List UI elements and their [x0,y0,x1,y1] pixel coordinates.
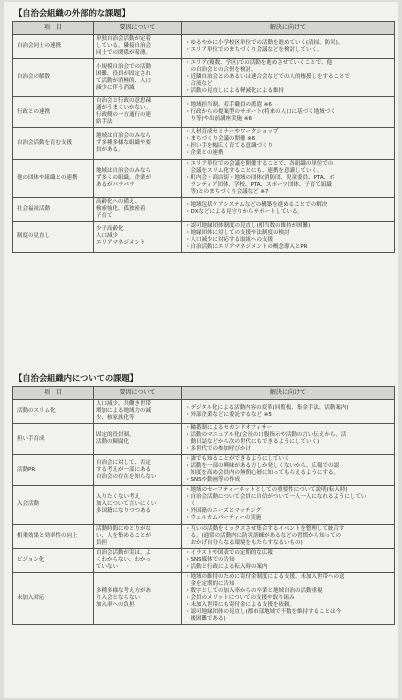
table-row [13,455,395,486]
issue-solutions [182,486,395,524]
issue-cause: 多種多様な考え方があ り入会とならない 加入率への負担 [94,572,182,624]
table-row [13,128,395,159]
solution-line: ・活動を一部の興味がある方しか発しくないから、広報での認 知度を高め会員内の無関心層に知ってもらえるようにする。 [185,463,340,477]
issue-item: 相乗効果と効率性の向上 [13,524,94,548]
solution-line: ・イラストや図表での定期的な広報 [185,549,273,556]
issue-cause: 地域は自治会のみなら ず多くの組織、企業が あるがバラバラ [94,159,182,197]
issue-cause: 単独自治会活動が定着 している。隣接自治会 同士での関係が希薄。 [94,35,182,59]
issue-cause: 自治会と行政の意思疎 通がうまくいかない。 行政側の一方通行の連 絡手法 [94,97,182,128]
table-row [13,159,395,197]
solution-line: ・エリア単位での会議を開催することで、各組織の単位での 会議をスリム化することにも、連携を意識していく。 [185,160,334,174]
issue-item: 行政との連携 [13,97,94,128]
solution-line: ・地域包括ケアシステムなどの構築を進めることでの解決 [185,202,328,209]
table-row [13,400,395,424]
table-row [13,424,395,455]
solution-line: ・地縁団体に対しての支援や法制度の検討 [185,229,290,236]
issue-solutions [182,572,395,624]
issue-item: 自治会の解散 [13,59,94,97]
issue-solutions [182,221,395,252]
solution-line: ・デジタル化による活動内容の変革(回覧板、集金手法、活動案内) [185,404,349,411]
solution-line: ・数字としての加入率からの卒業と地域自治の活動重視 [185,587,323,594]
section-title-external: 【自治会組織の外部的な課題】 [14,8,130,18]
solution-line: ・認可地縁団体制度の見直し(相当数の維持が困難) [185,222,311,229]
issue-item: 活動PR [13,455,94,486]
solution-line: ・行政からの提案型のサポート(将来の人口に基づく地域づく り等)や出前講座実施 ※6 [185,108,336,122]
solution-line: ・まちづくり会議の開催 ※6 [185,136,256,143]
issue-item: 活動のスリム化 [13,400,94,424]
table-row [13,221,395,252]
table-row [13,197,395,221]
solution-line: ・輪番制によるセカンドオフィサー [185,425,273,432]
solution-line: ・誰でも知ることができるようにしていく [185,456,290,463]
solution-line: ・地域担当制、若手職員の派遣 ※6 [185,101,272,108]
issue-item: 担い手育成 [13,424,94,455]
solution-line: ・人口減少に対応する取組への支援 [185,236,274,243]
issue-cause: 入りたくない考え 加入について言いにくい 多国籍になりつつある [94,486,182,524]
header-item: 項 目 [13,387,94,400]
issue-cause: 地域は自治会のみなら ず多種多様な組織や要 員がある。 [94,128,182,159]
table-row [13,59,395,97]
table-row [13,486,395,524]
solution-line: ・企業との連携 [185,150,224,157]
solution-line: ・DXなどによる見守りからサポートしている。 [185,209,304,216]
solution-line: ・自治活動にエリアマネジメントの概念導入とPR [185,243,308,250]
issue-solutions [182,548,395,572]
issue-cause: 固定的役員制、 活動の陳腐化 [94,424,182,455]
issue-cause: 自治会活動が実は、よ くわからない、わかっ ていない [94,548,182,572]
solution-line: ・人材育成セミナーやワークショップ [185,129,279,136]
table-row [13,524,395,548]
issue-item: 自治会活動を育む支援 [13,128,94,159]
issue-solutions [182,424,395,455]
header-cause: 要因について [94,22,182,35]
issue-solutions [182,128,395,159]
issue-solutions [182,455,395,486]
issue-cause: 自治会に対して、否定 する考えが一部にある 自治会の存在を知らない [94,455,182,486]
solution-line: ・地域の維持のために寄付金制度による支援、未加入世帯への送 金を定期的に告知 [185,573,345,587]
solution-line: ・担い手を幅広く育てる意識づくり [185,143,274,150]
issue-item: 自治会同士の連携 [13,35,94,59]
issue-solutions [182,524,395,548]
solution-line: ・互いの活動をミックスさせ集合するイベントを整理して統合す る。(通常の活動内に防災訓練があるなどの習慣から知っての おかげ自分らなる環境をもたらすなるいもの) [185,525,345,546]
section-title-internal: 【自治会組織内についての課題】 [14,373,138,383]
solution-line: ・活動のマニュアル化(会長の口腹指示や活動の言い伝えから、活 動日誌などから次の世代にもできるようにしていく) [185,432,347,446]
issue-solutions [182,59,395,97]
issue-item: 未加入対応 [13,572,94,624]
issue-cause: 少子高齢化 人口減少 エリアマネジメント [94,221,182,252]
solution-line: ・近隣自治会とのあるいは連合会などでの人的権援しをすることで 合流など [185,74,351,88]
issue-cause: 高齢化への備え、 検索強化、孤独密着 子育て [94,197,182,221]
solution-line: ・外部企業などに委託するなど ※5 [185,411,272,418]
solution-line: ・外国籍のニーズとマッチング [185,508,262,515]
issue-solutions [182,400,395,424]
solution-line: ・エリア(複数、学区)での活動を進めさせていくことで、他 の自治会との合併を検討。 [185,60,333,74]
header-item: 項 目 [13,22,94,35]
issue-solutions [182,35,395,59]
internal-issues-table [12,386,395,625]
solution-line: く [185,501,197,508]
issue-item: 社会福祉活動 [13,197,94,221]
solution-line: ・町内会・商店街・地域の団体(消防団、児童委員、PTA、ボ ランティア団体、学校、PTA、スポーツ団体、子育て組織 等)とのまちづくり会議など ※7 [185,174,335,195]
issue-solutions [182,197,395,221]
solution-line: ・ウェルカムパーティーの実施 [185,515,262,522]
document-page [4,2,398,698]
solution-line: ・SNS媒体での告知 [185,556,235,563]
solution-line: ・認可地縁団体の見直し(都市部地域で不数を維持することは今 後困難である) [185,608,342,622]
solution-line: ・自治会活動について会員に自信がついて一人一人になれるようにしてい [185,494,367,501]
table-row [13,35,395,59]
issue-item: ビジョン化 [13,548,94,572]
issue-solutions [182,97,395,128]
header-solution: 解決に向けて [182,22,395,35]
solution-line: ・活動と行政による転入時の案内 [185,563,268,570]
table-row [13,548,395,572]
solution-line: ・SNSや動画等の作成 [185,477,241,484]
solution-line: ・地域のセーフティーネットとしての重要性について説明(転入時) [185,487,348,494]
external-issues-table [12,21,395,253]
solution-line: ・ゆるやかに小学校区単位での活動を進めていく(清掃、防災)。 [185,39,344,46]
solution-line: ・エリア単位でのまちづくり会議などを検討していく。 [185,46,323,53]
solution-line: ・活動の見直しによる軽減化による維持 [185,88,285,95]
header-solution: 解決に向けて [182,387,395,400]
issue-item: 他の団体や組織との連携 [13,159,94,197]
issue-cause: 小規模自治会での活動 困難、役員が固定され て活動が消極的、人口 減少に伴う消滅 [94,59,182,97]
issue-item: 入会活動 [13,486,94,524]
solution-line: ・未加入世帯にも寄付金による支援を依頼。 [185,601,296,608]
issue-solutions [182,159,395,197]
table-row [13,97,395,128]
issue-cause: 人口減少、共働き世帯 増加による地域力の減 少、核家族化等 [94,400,182,424]
issue-item: 制度の見直し [13,221,94,252]
issue-cause: 活動時間にゆとりがな い、人を集めることが 負担 [94,524,182,548]
solution-line: ・多世代での参加呼びかけ [185,446,252,453]
solution-line: ・会員のメリットについての支援や取り組み [185,594,295,601]
header-cause: 要因について [94,387,182,400]
table-row [13,572,395,624]
